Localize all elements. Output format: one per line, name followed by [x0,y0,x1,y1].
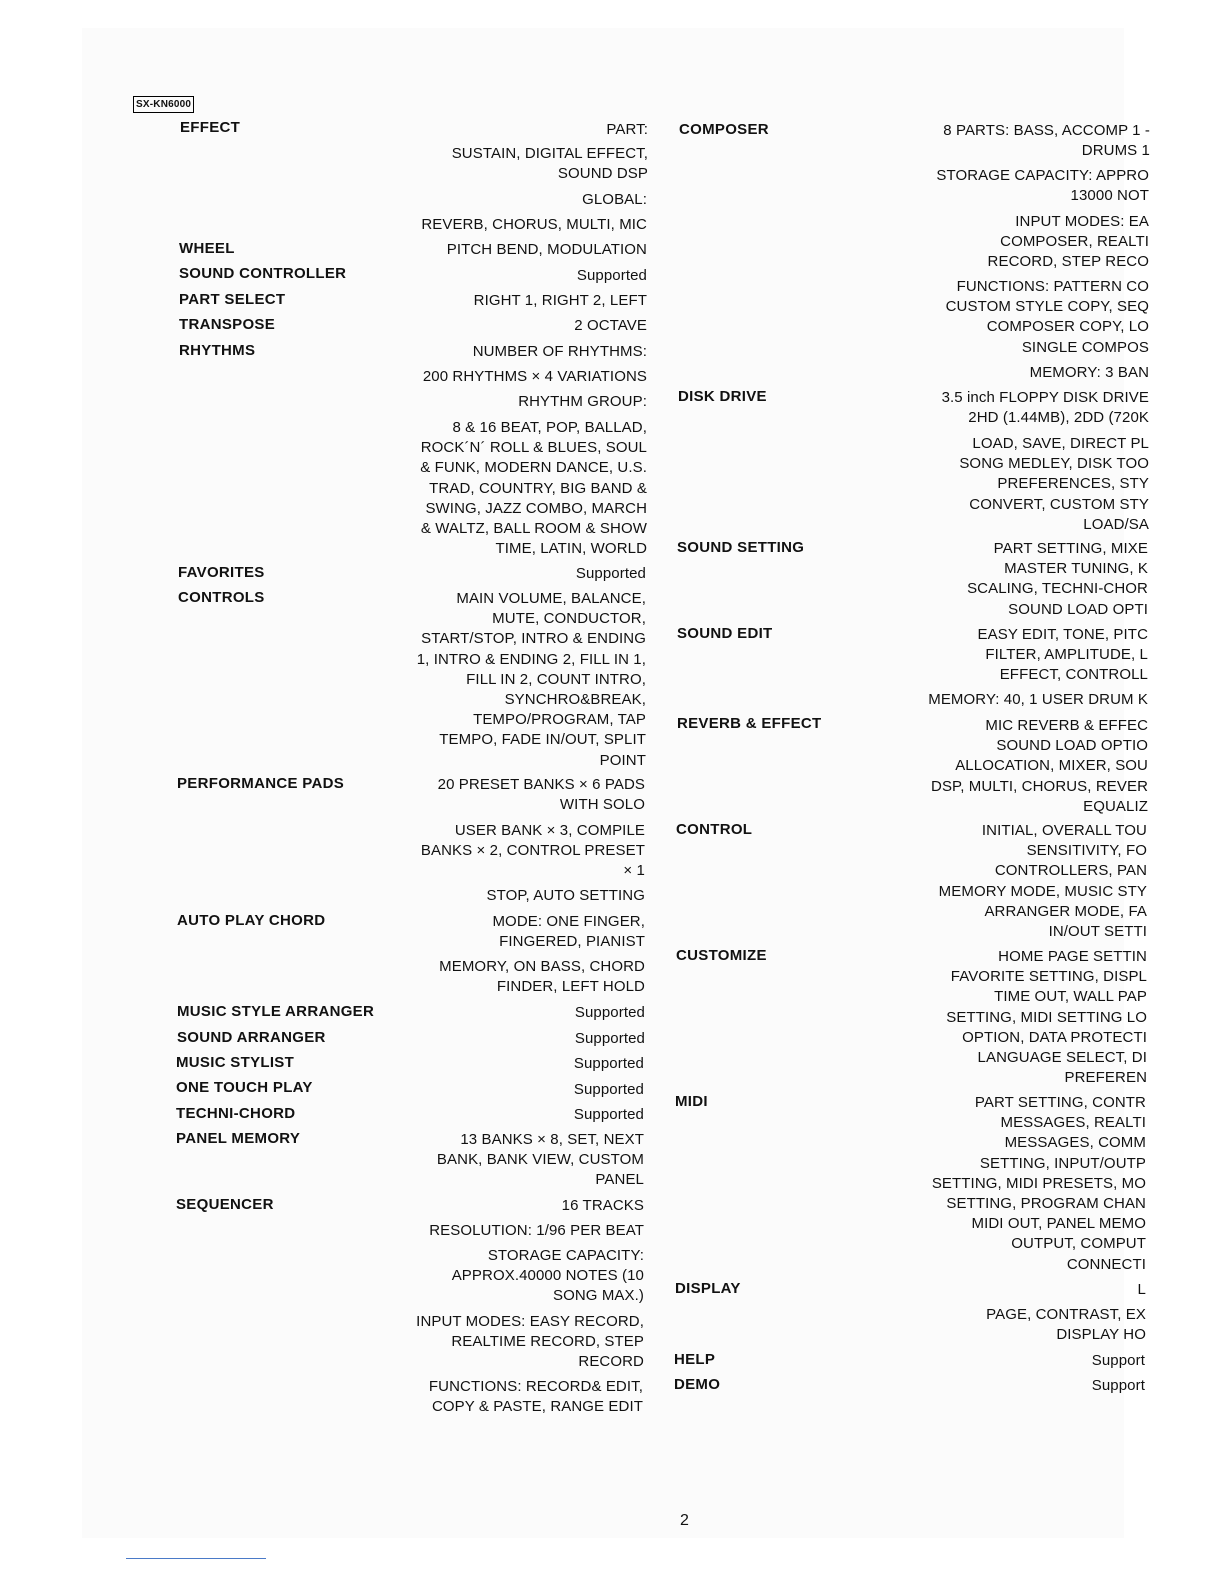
spec-value-effect [387,190,647,210]
spec-value-line: Supported [573,1106,644,1123]
spec-value-sequencer [384,1196,644,1216]
spec-value-line: SOUND LOAD OPTI [1008,600,1148,618]
spec-value-line: 8 PARTS: BASS, ACCOMP 1 - [943,122,1150,139]
spec-value-effect [388,120,648,140]
spec-value-line: MIDI OUT, PANEL MEMO [971,1215,1146,1233]
spec-value-line: RECORD [578,1353,644,1371]
spec-label-sound-edit: SOUND EDIT [677,625,773,642]
spec-value-sound-arranger [385,1029,645,1049]
spec-value-controls [386,589,646,771]
spec-value-rhythms [387,342,647,362]
spec-value-line: MEMORY: 3 BAN [1029,364,1149,381]
spec-value-rhythms [387,367,647,387]
spec-value-line: DRUMS 1 [1081,142,1150,160]
spec-value-line: SETTING, MIDI SETTING LO [946,1008,1147,1026]
spec-value-disk-drive [899,434,1149,535]
spec-value-line: APPROX.40000 NOTES (10 [451,1267,644,1285]
spec-value-line: TRAD, COUNTRY, BIG BAND & [429,479,647,497]
spec-value-line: PREFERENCES, STY [997,475,1149,493]
spec-label-transpose: TRANSPOSE [179,316,276,333]
spec-value-line: MEMORY, ON BASS, CHORD [439,958,645,975]
spec-value-line: SONG MAX.) [552,1287,644,1305]
spec-value-line: COMPOSER COPY, LO [986,318,1149,336]
spec-value-line: TEMPO/PROGRAM, TAP [473,711,646,729]
spec-value-line: SONG MEDLEY, DISK TOO [959,455,1149,473]
spec-value-rhythms [387,418,647,559]
spec-label-sound-arranger: SOUND ARRANGER [177,1029,326,1046]
spec-value-line: FUNCTIONS: RECORD& EDIT, [428,1378,643,1395]
spec-value-line: TEMPO, FADE IN/OUT, SPLIT [439,731,646,749]
spec-value-line: 8 & 16 BEAT, POP, BALLAD, [452,419,647,436]
spec-value-line: Supported [573,1081,644,1098]
spec-value-composer [899,363,1149,383]
spec-value-line: COMPOSER, REALTI [1000,233,1149,251]
spec-value-line: 1, INTRO & ENDING 2, FILL IN 1, [416,650,646,668]
spec-value-disk-drive [899,388,1149,428]
spec-value-line: ROCK´N´ ROLL & BLUES, SOUL [420,439,647,457]
spec-value-auto-play-chord [385,912,645,952]
spec-label-display: DISPLAY [675,1280,741,1297]
spec-label-disk-drive: DISK DRIVE [678,388,767,405]
spec-value-line: SCALING, TECHNI-CHOR [967,580,1148,598]
spec-value-line: Supported [574,1030,645,1047]
spec-value-music-stylist [384,1054,644,1074]
model-badge: SX-KN6000 [133,96,194,113]
spec-value-line: MESSAGES, REALTI [1000,1114,1146,1132]
spec-value-line: HOME PAGE SETTIN [998,948,1147,965]
spec-value-line: 13000 NOT [1070,187,1149,205]
spec-label-music-style-arranger: MUSIC STYLE ARRANGER [177,1003,375,1020]
spec-value-line: PART SETTING, MIXE [993,540,1148,557]
spec-value-line: INPUT MODES: EASY RECORD, [416,1313,644,1330]
spec-value-line: SUSTAIN, DIGITAL EFFECT, [451,145,648,162]
spec-value-line: Supported [575,565,646,582]
spec-value-line: SETTING, PROGRAM CHAN [946,1195,1146,1213]
spec-value-sequencer [384,1221,644,1241]
spec-value-performance-pads [385,775,645,815]
spec-value-line: SETTING, INPUT/OUTP [979,1154,1146,1172]
spec-value-line: INITIAL, OVERALL TOU [981,822,1147,839]
spec-value-line: SWING, JAZZ COMBO, MARCH [425,499,647,517]
spec-value-line: 16 TRACKS [561,1197,644,1214]
spec-value-line: Supported [573,1055,644,1072]
spec-value-line: LANGUAGE SELECT, DI [977,1049,1147,1067]
footer-rule [126,1558,266,1559]
spec-value-line: Supported [574,1004,645,1021]
spec-value-line: L [1137,1281,1146,1298]
spec-value-line: RHYTHM GROUP: [518,393,647,410]
spec-label-help: HELP [674,1351,716,1368]
spec-value-transpose [387,316,647,336]
spec-value-line: 200 RHYTHMS × 4 VARIATIONS [422,368,647,385]
spec-value-line: PREFEREN [1064,1069,1147,1087]
spec-value-line: PITCH BEND, MODULATION [446,241,647,258]
spec-label-effect: EFFECT [180,119,241,136]
spec-label-sequencer: SEQUENCER [176,1196,274,1213]
spec-label-favorites: FAVORITES [178,564,265,581]
spec-label-sound-controller: SOUND CONTROLLER [179,265,347,282]
spec-value-line: ARRANGER MODE, FA [984,902,1147,920]
spec-label-performance-pads: PERFORMANCE PADS [177,775,345,792]
spec-label-rhythms: RHYTHMS [179,342,256,359]
spec-value-line: BANKS × 2, CONTROL PRESET [420,842,645,860]
spec-value-line: COPY & PASTE, RANGE EDIT [431,1398,643,1416]
spec-value-line: 13 BANKS × 8, SET, NEXT [460,1131,644,1148]
spec-value-composer [899,277,1149,358]
spec-value-line: CONVERT, CUSTOM STY [969,495,1149,513]
spec-value-line: FINDER, LEFT HOLD [496,978,645,996]
spec-value-line: & WALTZ, BALL ROOM & SHOW [420,520,647,538]
spec-value-line: MODE: ONE FINGER, [492,913,645,930]
spec-value-line: STORAGE CAPACITY: [487,1247,644,1264]
spec-value-line: MESSAGES, COMM [1004,1134,1146,1152]
spec-value-line: PANEL [595,1171,644,1189]
spec-value-line: FAVORITE SETTING, DISPL [950,968,1147,986]
spec-value-line: DISPLAY HO [1056,1326,1146,1344]
spec-value-line: REALTIME RECORD, STEP [451,1333,644,1351]
spec-value-line: LOAD/SA [1083,515,1149,533]
spec-value-line: EFFECT, CONTROLL [999,666,1148,684]
spec-label-controls: CONTROLS [178,589,265,606]
spec-value-line: NUMBER OF RHYTHMS: [472,343,647,360]
spec-value-line: SOUND LOAD OPTIO [996,737,1148,755]
spec-value-line: USER BANK × 3, COMPILE [454,822,645,839]
spec-value-panel-memory [384,1130,644,1191]
spec-label-auto-play-chord: AUTO PLAY CHORD [177,912,326,929]
spec-value-line: FILL IN 2, COUNT INTRO, [466,670,646,688]
spec-label-sound-setting: SOUND SETTING [677,539,805,556]
spec-value-line: 2HD (1.44MB), 2DD (720K [968,409,1149,427]
spec-label-reverb-effect: REVERB & EFFECT [677,715,822,732]
spec-value-line: PART: [606,121,648,138]
page-number: 2 [680,1512,689,1529]
spec-value-techni-chord [384,1105,644,1125]
spec-label-panel-memory: PANEL MEMORY [176,1130,301,1147]
spec-value-one-touch-play [384,1080,644,1100]
spec-value-line: PART SETTING, CONTR [974,1094,1146,1111]
spec-value-sound-setting [898,539,1148,620]
spec-value-line: × 1 [623,862,645,880]
spec-value-line: MASTER TUNING, K [1004,560,1148,578]
spec-value-line: TIME, LATIN, WORLD [495,540,647,558]
spec-value-line: EASY EDIT, TONE, PITC [977,626,1148,643]
spec-label-music-stylist: MUSIC STYLIST [176,1054,295,1071]
spec-value-line: MEMORY MODE, MUSIC STY [938,882,1147,900]
spec-value-composer [900,121,1150,161]
spec-value-composer [899,212,1149,273]
spec-value-line: EQUALIZ [1083,797,1148,815]
spec-value-effect [388,144,648,184]
spec-value-line: CONNECTI [1066,1255,1146,1273]
spec-value-favorites [386,564,646,584]
spec-value-line: WITH SOLO [559,796,645,814]
spec-value-line: RESOLUTION: 1/96 PER BEAT [429,1222,644,1239]
spec-value-line: FILTER, AMPLITUDE, L [985,646,1148,664]
spec-value-reverb-effect [898,716,1148,817]
spec-value-midi [896,1093,1146,1275]
spec-value-line: IN/OUT SETTI [1048,923,1147,941]
spec-value-display [896,1280,1146,1300]
spec-value-line: RECORD, STEP RECO [987,253,1149,271]
spec-value-line: FUNCTIONS: PATTERN CO [956,278,1149,295]
spec-label-demo: DEMO [674,1376,721,1393]
spec-value-line: MIC REVERB & EFFEC [985,717,1148,734]
spec-value-help [895,1351,1145,1371]
spec-value-sound-controller [387,266,647,286]
spec-value-line: CONTROLLERS, PAN [994,862,1147,880]
spec-value-line: ALLOCATION, MIXER, SOU [955,757,1148,775]
spec-value-auto-play-chord [385,957,645,997]
spec-value-line: DSP, MULTI, CHORUS, REVER [931,777,1148,795]
spec-label-part-select: PART SELECT [179,291,286,308]
spec-value-effect [387,215,647,235]
spec-value-sequencer [384,1312,644,1373]
spec-value-line: TIME OUT, WALL PAP [994,988,1147,1006]
spec-label-wheel: WHEEL [179,240,235,257]
spec-value-line: SINGLE COMPOS [1021,338,1149,356]
spec-value-line: MUTE, CONDUCTOR, [492,610,646,628]
spec-value-line: START/STOP, INTRO & ENDING [421,630,646,648]
spec-value-sound-edit [898,625,1148,686]
spec-value-line: INPUT MODES: EA [1015,213,1149,230]
spec-value-line: MEMORY: 40, 1 USER DRUM K [928,691,1148,708]
spec-label-customize: CUSTOMIZE [676,947,767,964]
spec-value-line: 2 OCTAVE [574,317,647,334]
spec-value-music-style-arranger [385,1003,645,1023]
spec-label-techni-chord: TECHNI-CHORD [176,1105,296,1122]
spec-value-line: SENSITIVITY, FO [1026,842,1147,860]
spec-value-line: BANK, BANK VIEW, CUSTOM [436,1151,644,1169]
spec-value-composer [899,166,1149,206]
spec-value-line: LOAD, SAVE, DIRECT PL [972,435,1149,452]
spec-value-line: SETTING, MIDI PRESETS, MO [931,1174,1146,1192]
spec-value-line: Support [1091,1352,1145,1369]
spec-value-line: MAIN VOLUME, BALANCE, [456,590,646,607]
spec-value-line: CUSTOM STYLE COPY, SEQ [945,298,1149,316]
spec-value-line: STORAGE CAPACITY: APPRO [936,167,1149,184]
spec-value-line: 3.5 inch FLOPPY DISK DRIVE [941,389,1149,406]
spec-value-control [897,821,1147,942]
spec-value-line: Supported [576,267,647,284]
spec-value-line: SYNCHRO&BREAK, [504,691,646,709]
spec-value-display [896,1305,1146,1345]
spec-value-line: STOP, AUTO SETTING [486,887,645,904]
spec-value-line: & FUNK, MODERN DANCE, U.S. [420,459,647,477]
spec-value-sequencer [384,1246,644,1307]
spec-value-line: SOUND DSP [557,165,648,183]
spec-value-part-select [387,291,647,311]
spec-value-line: PAGE, CONTRAST, EX [986,1306,1146,1323]
spec-value-line: GLOBAL: [582,191,647,208]
spec-value-demo [895,1376,1145,1396]
spec-value-rhythms [387,392,647,412]
spec-label-one-touch-play: ONE TOUCH PLAY [176,1079,313,1096]
spec-value-line: POINT [599,751,646,769]
spec-value-line: 20 PRESET BANKS × 6 PADS [437,776,645,793]
spec-value-performance-pads [385,821,645,882]
spec-label-midi: MIDI [675,1093,708,1110]
spec-value-line: FINGERED, PIANIST [499,933,645,951]
spec-label-composer: COMPOSER [679,121,769,138]
spec-value-line: Support [1091,1377,1145,1394]
spec-value-sound-edit [898,690,1148,710]
spec-value-line: REVERB, CHORUS, MULTI, MIC [421,216,647,233]
spec-label-control: CONTROL [676,821,753,838]
spec-value-sequencer [383,1377,643,1417]
spec-value-line: OPTION, DATA PROTECTI [962,1028,1147,1046]
spec-value-wheel [387,240,647,260]
spec-value-line: RIGHT 1, RIGHT 2, LEFT [473,292,647,309]
spec-value-line: OUTPUT, COMPUT [1011,1235,1146,1253]
spec-value-customize [897,947,1147,1088]
spec-value-performance-pads [385,886,645,906]
